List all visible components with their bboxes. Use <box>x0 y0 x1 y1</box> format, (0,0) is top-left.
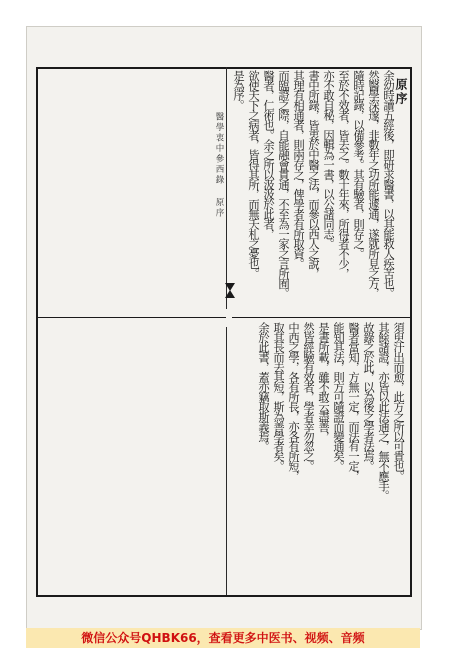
bottom-column-4: 醫者當知，方無一定，而法有一定， <box>347 322 360 481</box>
top-column-9: 醫者，仁術也。余之所以汲汲於此者， <box>262 70 275 239</box>
running-title: 醫學衷中參西錄 原序 <box>214 112 224 219</box>
bottom-column-7: 然皆經驗有效者，學者幸勿忽之。 <box>302 322 315 471</box>
top-column-6: 書中所錄，皆衷於中醫之法，而參以西人之說， <box>307 70 320 278</box>
watermark-banner: 微信公众号QHBK66，查看更多中医书、视频、音频 <box>26 628 420 648</box>
bottom-column-8: 中西之學，各有所長，亦各有所短， <box>287 322 300 481</box>
top-column-3: 隨時記錄，以備參考。其有驗者，則存之。 <box>352 70 365 259</box>
center-mid-rule <box>36 317 226 318</box>
center-fold-line-lower <box>226 327 227 595</box>
left-border <box>36 67 38 597</box>
top-column-4: 至於不效者，皆去之。數十年來，所得者不少， <box>337 70 350 278</box>
bottom-column-3: 故錄之於此，以為後之學者法焉。 <box>362 322 375 471</box>
bottom-column-9: 取其長而去其短，斯為善學者矣。 <box>272 322 285 471</box>
bottom-column-5: 能知其法，則方可隨證而變通矣。 <box>332 322 345 471</box>
fold-marker-bottom <box>225 290 235 298</box>
bottom-column-10: 余於此書，蓋亦竊取斯義焉。 <box>257 322 270 451</box>
top-column-11: 是為序。 <box>232 70 245 110</box>
top-column-2: 然醫學深邃，非數年之功所能遽通，遂就所見之方， <box>367 70 380 298</box>
top-column-5: 亦不敢自秘，因輯為一書，以公諸同志。 <box>322 70 335 249</box>
bottom-border <box>36 595 412 597</box>
top-column-1: 余幼時讀五經後，即研求醫書，以其能救人疾苦也。 <box>382 70 395 298</box>
preface-heading: 原序 <box>394 78 408 106</box>
top-border <box>36 67 412 69</box>
bottom-column-1: 須臾汗出而愈，此方之所以可貴也。 <box>392 322 405 481</box>
center-mid-rule-right <box>232 317 410 318</box>
bottom-column-6: 是書所載，雖不敢云盡善， <box>317 322 330 441</box>
right-border <box>410 67 412 597</box>
top-column-8: 而臨證之際，自能融會貫通，不至為一家之言所囿。 <box>277 70 290 298</box>
center-fold-line-upper <box>226 67 227 309</box>
top-column-10: 欲使天下之病者，皆得其所，而無夭札之憂也。 <box>247 70 260 278</box>
bottom-column-2: 其餘諸證，亦皆以此法通之，無不應手。 <box>377 322 390 501</box>
top-column-7: 其理有相通者，則兩存之，俾學者有所取資。 <box>292 70 305 268</box>
